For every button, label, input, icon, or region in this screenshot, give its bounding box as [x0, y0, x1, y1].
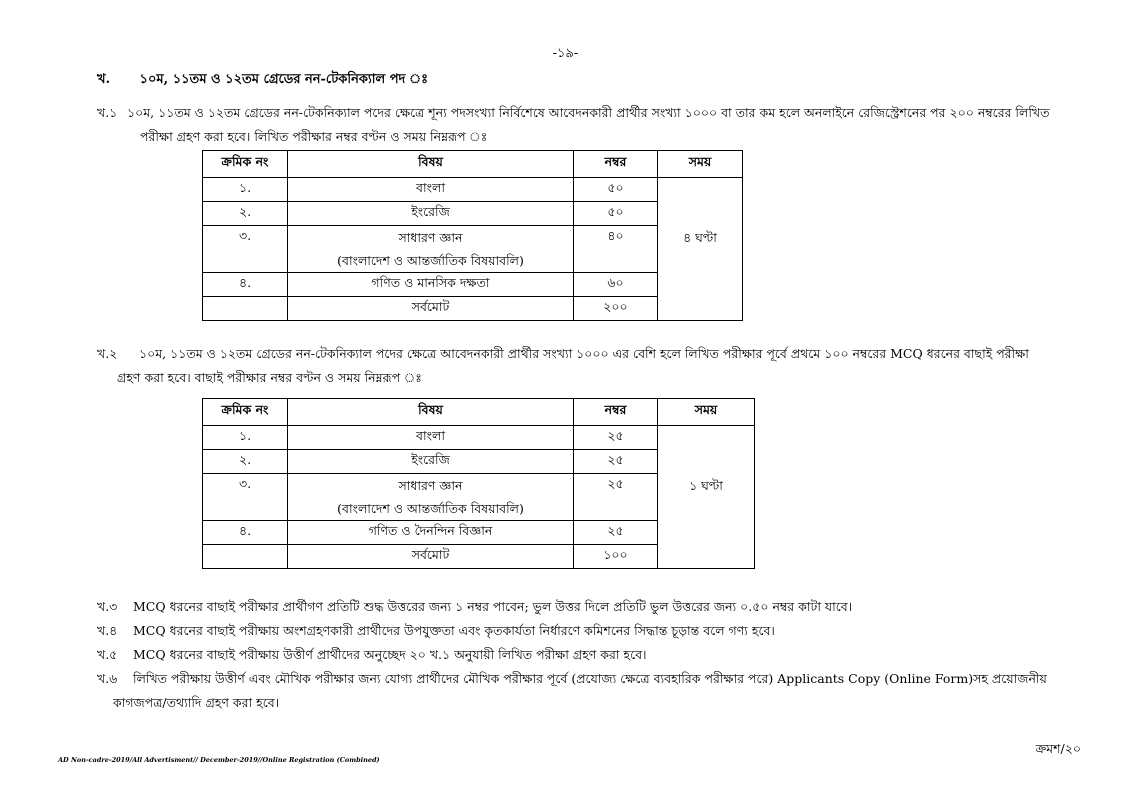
table-header-row: [203, 399, 755, 426]
continued-marker: ক্রমশ/২০: [1035, 741, 1081, 756]
note-kha-3: [97, 595, 1087, 619]
section-heading: [97, 70, 428, 91]
time-cell: ১ ঘণ্টা: [658, 426, 755, 569]
paragraph-label: খ.২: [97, 346, 118, 361]
paragraph-line: ১০ম, ১১তম ও ১২তম গ্রেডের নন-টেকনিক্যাল পদের ক্ষেত্রে শূন্য পদসংখ্যা নির্বিশেষে আবেদনকারী প্রার্থীর সংখ্যা ১০০০ বা তার কম হলে অনলাইনে রেজিস্ট্রেশনের পর ২০০ নম্বরের লিখিত: [127, 105, 1050, 120]
total-label: সর্বমোট: [288, 545, 574, 569]
marks-cell: ২৫: [574, 450, 658, 474]
marks-cell: ২৫: [574, 426, 658, 450]
note-text: MCQ ধরনের বাছাই পরীক্ষায় অংশগ্রহণকারী প্রার্থীদের উপযুক্ততা এবং কৃতকার্যতা নির্ধারণে কমিশনের সিদ্ধান্ত চূড়ান্ত বলে গণ্য হবে।: [133, 623, 775, 638]
subject-cell: [288, 226, 574, 273]
header-marks: নম্বর: [574, 399, 658, 426]
total-marks: ১০০: [574, 545, 658, 569]
serial-cell: ৪.: [203, 273, 288, 297]
note-text: MCQ ধরনের বাছাই পরীক্ষায় উত্তীর্ণ প্রার্থীদের অনুচ্ছেদ ২০ খ.১ অনুযায়ী লিখিত পরীক্ষা গ্রহণ করা হবে।: [133, 647, 647, 662]
paragraph-line: পরীক্ষা গ্রহণ করা হবে। লিখিত পরীক্ষার নম্বর বণ্টন ও সময় নিম্নরূপ ঃ: [140, 129, 488, 144]
subject-cell: গণিত ও মানসিক দক্ষতা: [288, 273, 574, 297]
subject-subtext: (বাংলাদেশ ও আন্তর্জাতিক বিষয়াবলি): [337, 253, 524, 268]
note-text-continued: কাগজপত্র/তথ্যাদি গ্রহণ করা হবে।: [113, 695, 280, 710]
written-exam-table: [202, 150, 743, 321]
subject-cell: [288, 474, 574, 521]
empty-cell: [203, 297, 288, 321]
note-text: MCQ ধরনের বাছাই পরীক্ষার প্রার্থীগণ প্রতিটি শুদ্ধ উত্তরের জন্য ১ নম্বর পাবেন; ভুল উত্তর দিলে প্রতিটি ভুল উত্তরের জন্য ০.৫০ নম্বর কাটা যাবে।: [133, 599, 853, 614]
total-marks: ২০০: [574, 297, 658, 321]
header-marks: নম্বর: [574, 151, 658, 178]
subject-cell: গণিত ও দৈনন্দিন বিজ্ঞান: [288, 521, 574, 545]
header-serial: ক্রমিক নং: [203, 399, 288, 426]
note-label: খ.৬: [97, 671, 118, 686]
note-label: খ.৪: [97, 623, 118, 638]
serial-cell: ১.: [203, 426, 288, 450]
paragraph-line: ১০ম, ১১তম ও ১২তম গ্রেডের নন-টেকনিক্যাল পদের ক্ষেত্রে আবেদনকারী প্রার্থীর সংখ্যা ১০০০ এর বেশি হলে লিখিত পরীক্ষার পূর্বে প্রথমে ১০০ নম্বরের MCQ ধরনের বাছাই পরীক্ষা: [139, 346, 1029, 361]
subject-cell: বাংলা: [288, 426, 574, 450]
paragraph-line: গ্রহণ করা হবে। বাছাই পরীক্ষার নম্বর বণ্টন ও সময় নিম্নরূপ ঃ: [117, 370, 422, 385]
empty-cell: [203, 545, 288, 569]
subject-text: সাধারণ জ্ঞান: [398, 230, 463, 245]
subject-cell: ইংরেজি: [288, 202, 574, 226]
note-label: খ.৩: [97, 599, 118, 614]
marks-cell: ৫০: [574, 202, 658, 226]
paragraph-label: খ.১: [97, 105, 118, 120]
header-serial: ক্রমিক নং: [203, 151, 288, 178]
note-label: খ.৫: [97, 647, 118, 662]
time-cell: ৪ ঘণ্টা: [658, 178, 743, 321]
header-time: সময়: [658, 151, 743, 178]
subject-text: সাধারণ জ্ঞান: [398, 478, 463, 493]
serial-cell: ৪.: [203, 521, 288, 545]
note-text: লিখিত পরীক্ষায় উত্তীর্ণ এবং মৌখিক পরীক্ষার জন্য যোগ্য প্রার্থীদের মৌখিক পরীক্ষার পূর্বে (প্রযোজ্য ক্ষেত্রে ব্যবহারিক পরীক্ষার পরে) Applicants Copy (Online Form)সহ প্রয়োজনীয়: [133, 671, 1047, 686]
marks-cell: ৪০: [574, 226, 658, 273]
footer-reference: AD Non-cadre-2019/All Advertisment// December-2019//Online Registration (Combined): [58, 756, 380, 764]
serial-cell: ৩.: [203, 226, 288, 273]
marks-cell: ২৫: [574, 521, 658, 545]
serial-cell: ২.: [203, 450, 288, 474]
paragraph-kha-1: [97, 101, 1087, 149]
header-subject: বিষয়: [288, 399, 574, 426]
marks-cell: ৬০: [574, 273, 658, 297]
total-label: সর্বমোট: [288, 297, 574, 321]
serial-cell: ২.: [203, 202, 288, 226]
header-time: সময়: [658, 399, 755, 426]
table-header-row: [203, 151, 743, 178]
subject-cell: ইংরেজি: [288, 450, 574, 474]
table-row: [203, 426, 755, 450]
serial-cell: ৩.: [203, 474, 288, 521]
page-number: -১৯-: [552, 46, 579, 61]
subject-cell: বাংলা: [288, 178, 574, 202]
note-kha-6: [97, 667, 1087, 715]
section-label: খ.: [97, 72, 111, 87]
mcq-exam-table: [202, 398, 755, 569]
header-subject: বিষয়: [288, 151, 574, 178]
table-row: [203, 178, 743, 202]
note-kha-5: [97, 643, 1087, 667]
serial-cell: ১.: [203, 178, 288, 202]
note-kha-4: [97, 619, 1087, 643]
marks-cell: ৫০: [574, 178, 658, 202]
marks-cell: ২৫: [574, 474, 658, 521]
section-title: ১০ম, ১১তম ও ১২তম গ্রেডের নন-টেকনিক্যাল পদ ঃ: [139, 72, 429, 87]
paragraph-kha-2: [97, 342, 1087, 390]
subject-subtext: (বাংলাদেশ ও আন্তর্জাতিক বিষয়াবলি): [337, 501, 524, 516]
